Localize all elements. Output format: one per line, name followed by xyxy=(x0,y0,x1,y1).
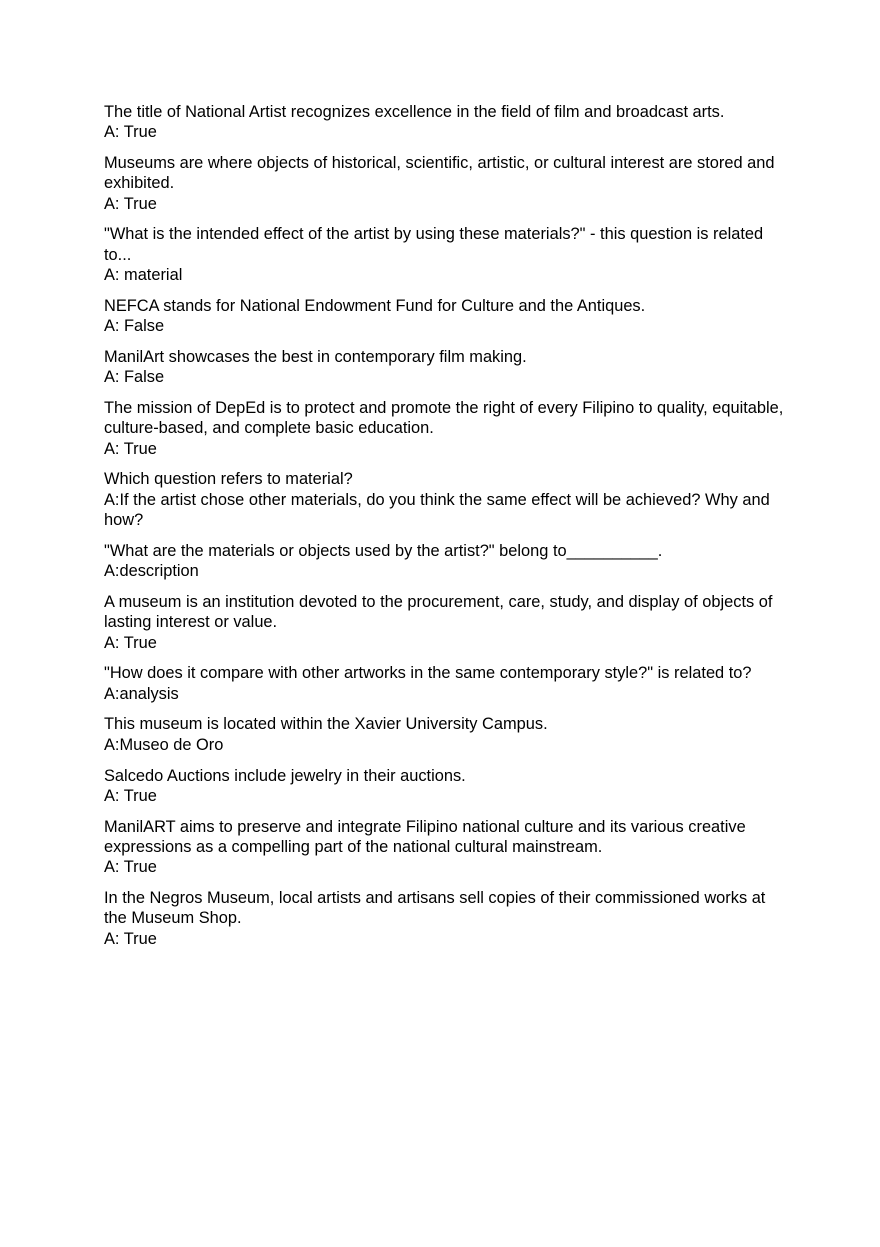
answer-text: A: material xyxy=(104,266,183,285)
question-text: NEFCA stands for National Endowment Fund for Culture and the Antiques. xyxy=(104,296,646,315)
qa-item xyxy=(104,714,784,755)
qa-item xyxy=(104,817,784,878)
answer-text: A:description xyxy=(104,562,199,581)
answer-text: A: True xyxy=(104,439,157,458)
question-text: Salcedo Auctions include jewelry in their auctions. xyxy=(104,766,466,785)
qa-item xyxy=(104,888,784,949)
question-text: This museum is located within the Xavier University Campus. xyxy=(104,715,548,734)
qa-item xyxy=(104,153,784,214)
qa-item xyxy=(104,469,784,530)
qa-item xyxy=(104,592,784,653)
qa-item xyxy=(104,224,784,285)
question-text: ManilART aims to preserve and integrate Filipino national culture and its various creative expressions as a compelling part of the national cultural mainstream. xyxy=(104,817,751,856)
question-text: ManilArt showcases the best in contemporary film making. xyxy=(104,347,527,366)
question-text: Which question refers to material? xyxy=(104,470,353,489)
answer-text: A: True xyxy=(104,123,157,142)
answer-text: A: True xyxy=(104,929,157,948)
question-text: A museum is an institution devoted to the procurement, care, study, and display of objects of lasting interest or value. xyxy=(104,592,777,632)
answer-text: A: False xyxy=(104,317,165,336)
question-text: "How does it compare with other artworks in the same contemporary style?" is related to? xyxy=(104,664,752,683)
qa-item xyxy=(104,663,784,704)
qa-item xyxy=(104,347,784,388)
qa-item xyxy=(104,766,784,807)
qa-item xyxy=(104,398,788,459)
question-text: "What is the intended effect of the artist by using these materials?" - this question is related to... xyxy=(104,225,768,264)
question-text: The title of National Artist recognizes excellence in the field of film and broadcast arts. xyxy=(104,103,725,121)
answer-text: A: True xyxy=(104,786,157,805)
question-text: "What are the materials or objects used by the artist?" belong to__________. xyxy=(104,541,663,560)
question-text: Museums are where objects of historical, scientific, artistic, or cultural interest are stored and exhibited. xyxy=(104,154,780,193)
answer-text: A: False xyxy=(104,368,165,387)
answer-text: A: True xyxy=(104,858,157,877)
answer-text: A:If the artist chose other materials, do you think the same effect will be achieved? Why and how? xyxy=(104,490,775,530)
qa-item xyxy=(104,296,784,337)
answer-text: A:analysis xyxy=(104,684,179,703)
question-text: The mission of DepEd is to protect and promote the right of every Filipino to quality, equitable, culture-based, and complete basic education. xyxy=(104,399,788,438)
qa-item xyxy=(104,541,784,582)
question-text: In the Negros Museum, local artists and artisans sell copies of their commissioned works at the Museum Shop. xyxy=(104,889,770,928)
qa-list xyxy=(104,102,788,959)
answer-text: A:Museo de Oro xyxy=(104,735,224,754)
answer-text: A: True xyxy=(104,194,157,213)
qa-item xyxy=(104,102,784,143)
answer-text: A: True xyxy=(104,633,157,652)
